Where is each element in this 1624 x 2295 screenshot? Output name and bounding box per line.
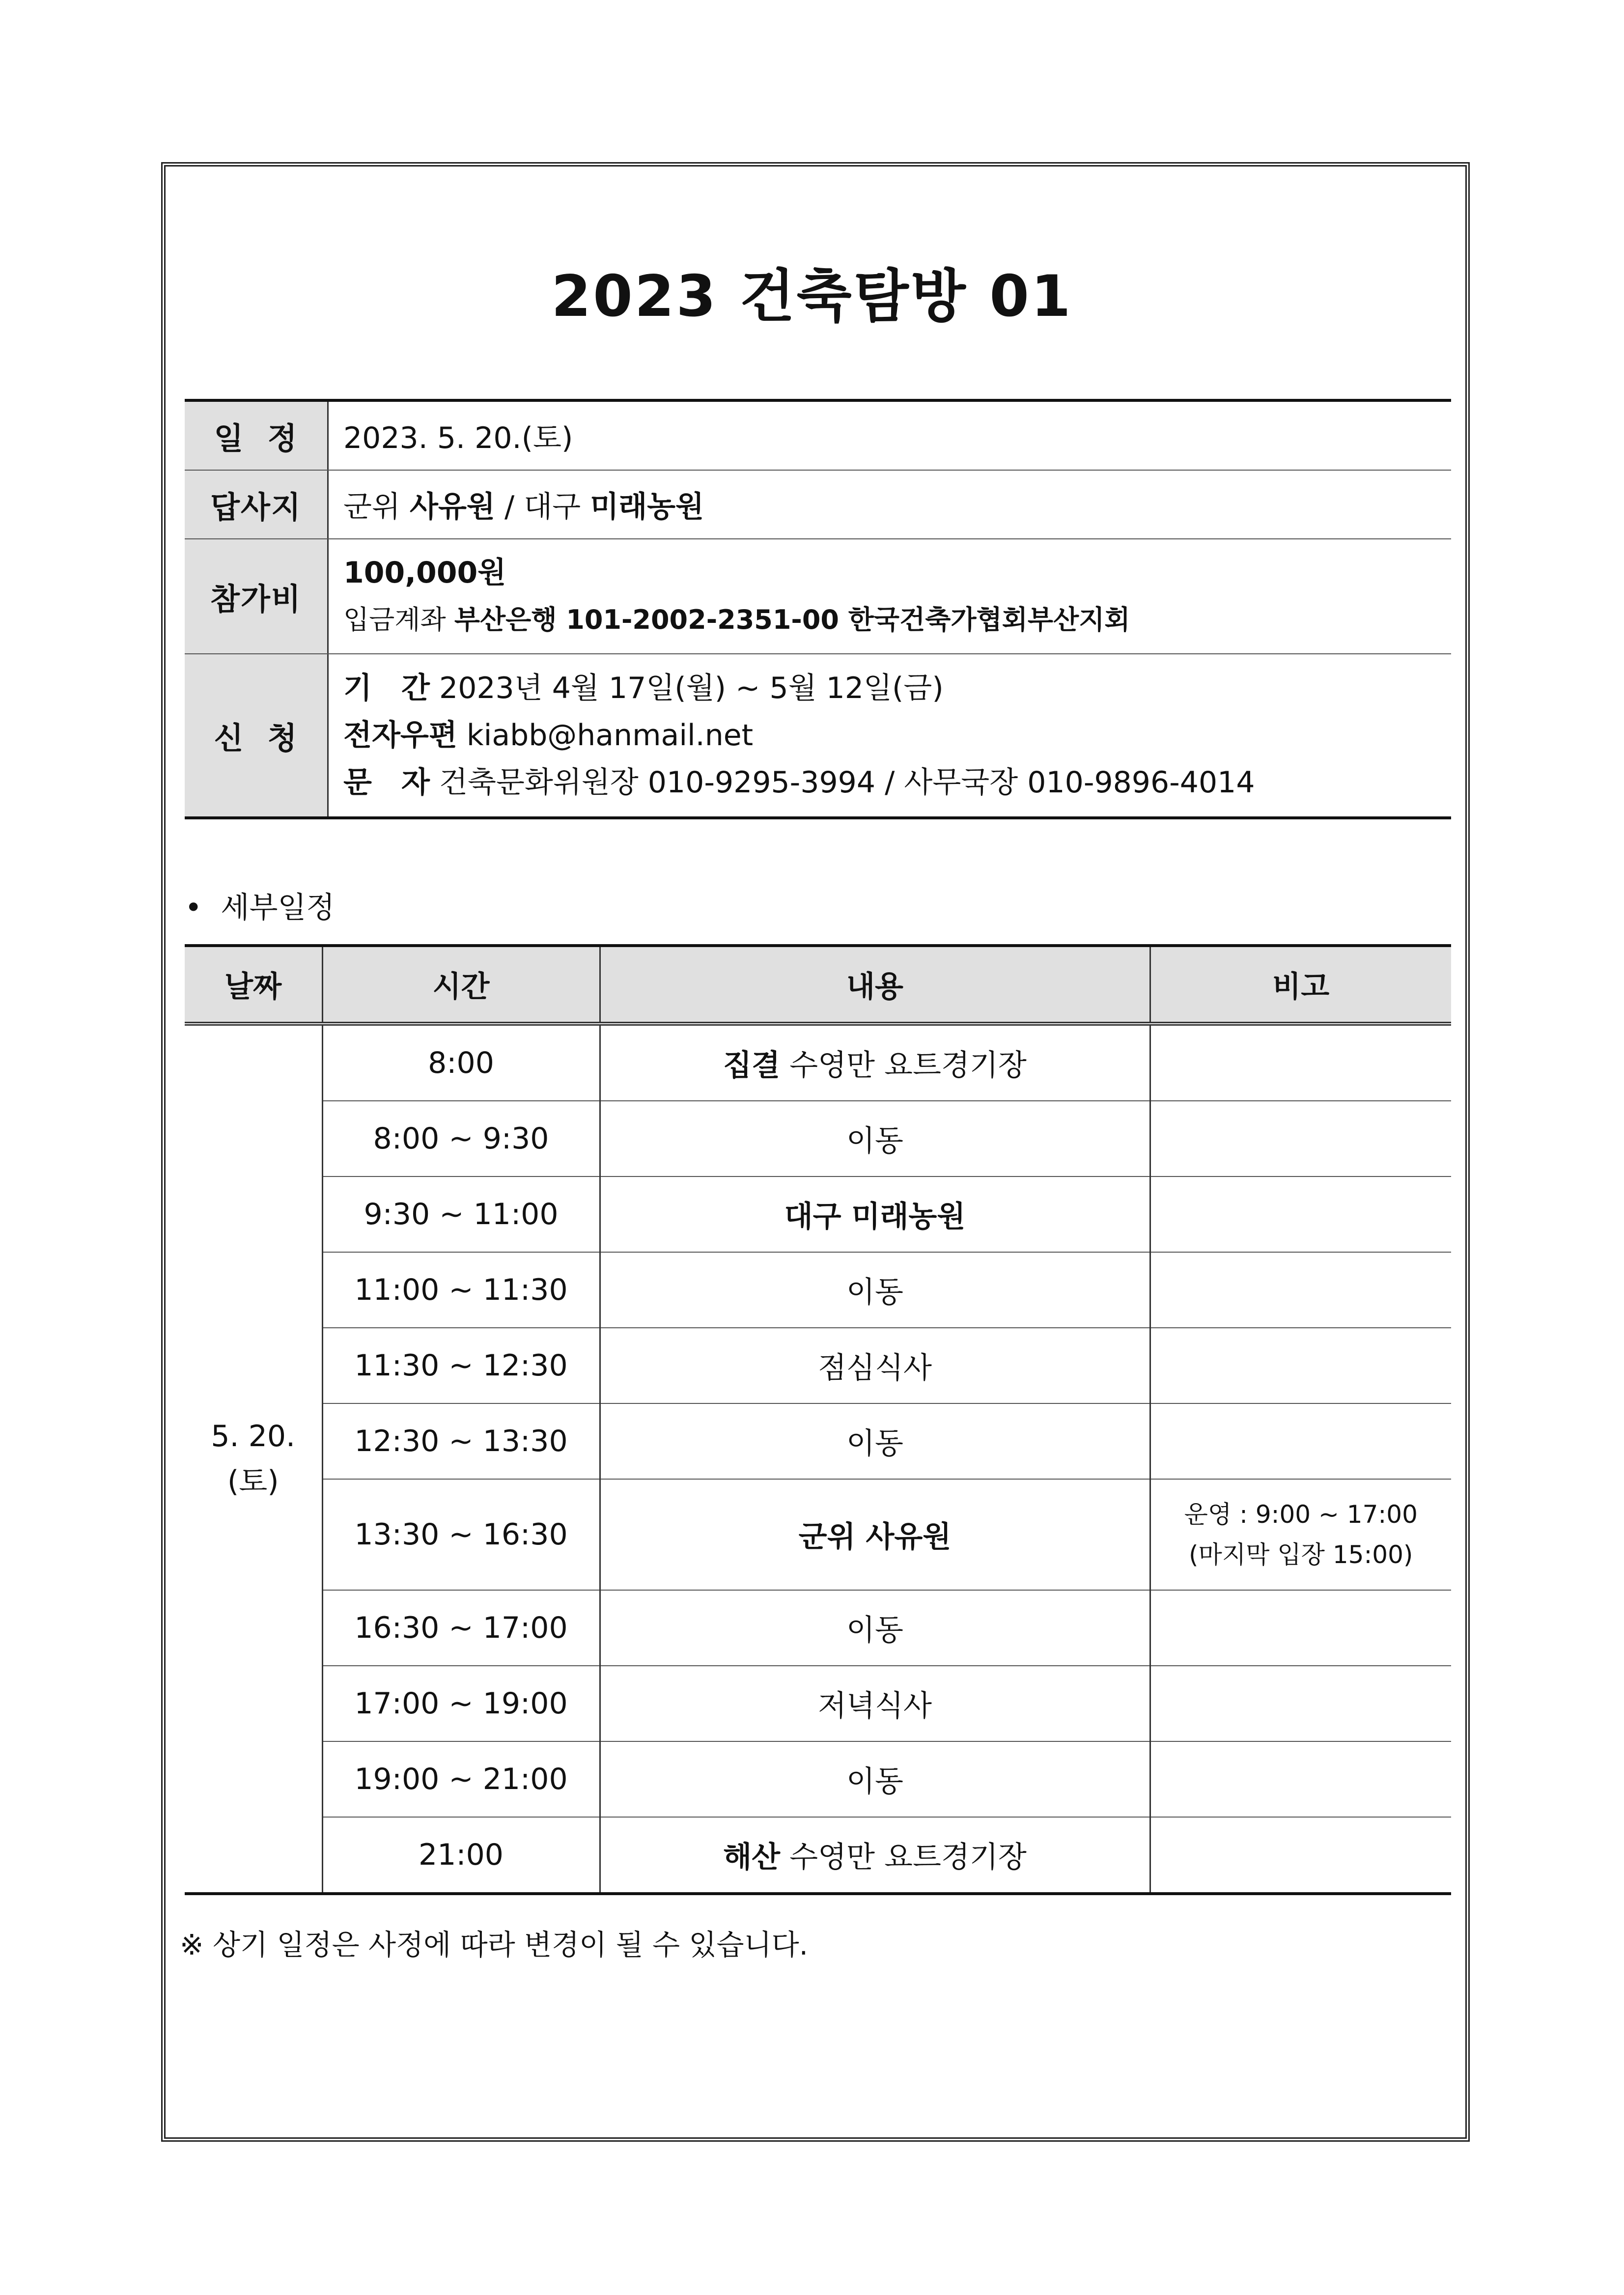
time-cell: 11:00 ~ 11:30 bbox=[322, 1252, 600, 1328]
table-row bbox=[185, 1741, 1451, 1817]
table-row bbox=[185, 1176, 1451, 1252]
content-text: 점심식사 bbox=[818, 1351, 932, 1385]
header-note: 비고 bbox=[1150, 946, 1451, 1024]
content-cell bbox=[600, 1666, 1150, 1741]
section-title: 세부일정 bbox=[221, 891, 335, 925]
note-cell bbox=[1150, 1590, 1451, 1666]
content-bold: 대구 미래농원 bbox=[784, 1200, 966, 1234]
time-cell: 13:30 ~ 16:30 bbox=[322, 1479, 600, 1590]
schedule-label: 일 정 bbox=[185, 402, 329, 470]
note-cell bbox=[1150, 1101, 1451, 1176]
content-text: 이동 bbox=[846, 1275, 903, 1310]
content-text: 저녁식사 bbox=[818, 1689, 932, 1723]
table-row bbox=[185, 1101, 1451, 1176]
date-cell bbox=[185, 1024, 322, 1894]
fee-amount: 100,000원 bbox=[343, 556, 506, 590]
content-text: 수영만 요트경기장 bbox=[789, 1048, 1027, 1083]
time-cell: 16:30 ~ 17:00 bbox=[322, 1590, 600, 1666]
content-cell bbox=[600, 1479, 1150, 1590]
table-row bbox=[185, 1403, 1451, 1479]
time-cell: 11:30 ~ 12:30 bbox=[322, 1328, 600, 1403]
note-line-1: 운영 : 9:00 ~ 17:00 bbox=[1184, 1500, 1418, 1529]
content-cell bbox=[600, 1403, 1150, 1479]
fee-label: 참가비 bbox=[185, 539, 329, 653]
note-cell bbox=[1150, 1666, 1451, 1741]
table-row bbox=[185, 1328, 1451, 1403]
info-table bbox=[185, 399, 1451, 819]
time-cell: 12:30 ~ 13:30 bbox=[322, 1403, 600, 1479]
content-cell bbox=[600, 1024, 1150, 1101]
site-label: 답사지 bbox=[185, 471, 329, 538]
info-row-site bbox=[185, 471, 1451, 539]
apply-value bbox=[329, 654, 1451, 816]
period-label-1: 기 bbox=[343, 671, 372, 705]
info-row-apply bbox=[185, 654, 1451, 816]
table-row bbox=[185, 1666, 1451, 1741]
schedule-value: 2023. 5. 20.(토) bbox=[343, 421, 573, 455]
content-text: 이동 bbox=[846, 1427, 903, 1461]
period-label-2: 간 bbox=[401, 671, 430, 705]
content-bold: 집결 bbox=[723, 1048, 781, 1083]
site-b-name: 미래농원 bbox=[590, 490, 704, 524]
table-row bbox=[185, 1479, 1451, 1590]
time-cell: 8:00 ~ 9:30 bbox=[322, 1101, 600, 1176]
time-cell: 17:00 ~ 19:00 bbox=[322, 1666, 600, 1741]
time-cell: 9:30 ~ 11:00 bbox=[322, 1176, 600, 1252]
apply-label: 신 청 bbox=[185, 654, 329, 816]
page-title: 2023 건축탐방 01 bbox=[551, 263, 1073, 330]
content-cell bbox=[600, 1101, 1150, 1176]
contact-label-1: 문 bbox=[343, 765, 372, 800]
site-a-prefix: 군위 bbox=[343, 490, 400, 524]
note-cell bbox=[1150, 1024, 1451, 1101]
note-cell bbox=[1150, 1741, 1451, 1817]
site-b-prefix: 대구 bbox=[524, 490, 581, 524]
date-line-2: (토) bbox=[227, 1464, 279, 1499]
info-row-schedule bbox=[185, 402, 1451, 471]
note-cell bbox=[1150, 1817, 1451, 1894]
header-time: 시간 bbox=[322, 946, 600, 1024]
content-text: 수영만 요트경기장 bbox=[789, 1840, 1027, 1875]
content-cell bbox=[600, 1817, 1150, 1894]
section-heading bbox=[185, 884, 335, 926]
note-cell bbox=[1150, 1176, 1451, 1252]
content-text: 이동 bbox=[846, 1613, 903, 1648]
table-row bbox=[185, 1024, 1451, 1101]
account-value: 부산은행 101-2002-2351-00 한국건축가협회부산지회 bbox=[454, 604, 1130, 635]
contact-value: 건축문화위원장 010-9295-3994 / 사무국장 010-9896-4014 bbox=[439, 765, 1255, 800]
content-text: 이동 bbox=[846, 1124, 903, 1158]
schedule-table bbox=[185, 944, 1451, 1895]
site-value bbox=[329, 471, 1451, 538]
content-cell bbox=[600, 1252, 1150, 1328]
table-row bbox=[185, 1252, 1451, 1328]
note-cell bbox=[1150, 1479, 1451, 1590]
time-cell: 21:00 bbox=[322, 1817, 600, 1894]
email-value[interactable]: kiabb@hanmail.net bbox=[466, 718, 754, 753]
site-separator: / bbox=[504, 490, 515, 524]
note-cell bbox=[1150, 1403, 1451, 1479]
schedule-header-row bbox=[185, 946, 1451, 1024]
header-content: 내용 bbox=[600, 946, 1150, 1024]
content-cell bbox=[600, 1741, 1150, 1817]
table-row bbox=[185, 1590, 1451, 1666]
contact-label-2: 자 bbox=[401, 765, 430, 800]
email-label: 전자우편 bbox=[343, 718, 457, 753]
time-cell: 19:00 ~ 21:00 bbox=[322, 1741, 600, 1817]
header-date: 날짜 bbox=[185, 946, 322, 1024]
note-line-2: (마지막 입장 15:00) bbox=[1189, 1540, 1413, 1569]
fee-value bbox=[329, 539, 1451, 653]
table-row bbox=[185, 1817, 1451, 1894]
content-cell bbox=[600, 1176, 1150, 1252]
footnote: ※ 상기 일정은 사정에 따라 변경이 될 수 있습니다. bbox=[180, 1928, 809, 1961]
bullet-icon: • bbox=[185, 891, 202, 925]
content-bold: 군위 사유원 bbox=[798, 1520, 952, 1554]
site-a-name: 사유원 bbox=[410, 490, 495, 524]
note-cell bbox=[1150, 1328, 1451, 1403]
period-value: 2023년 4월 17일(월) ~ 5월 12일(금) bbox=[439, 671, 944, 705]
time-cell: 8:00 bbox=[322, 1024, 600, 1101]
content-cell bbox=[600, 1328, 1150, 1403]
content-text: 이동 bbox=[846, 1764, 903, 1799]
content-bold: 해산 bbox=[723, 1840, 781, 1875]
account-label: 입금계좌 bbox=[343, 604, 446, 635]
content-cell bbox=[600, 1590, 1150, 1666]
date-line-1: 5. 20. bbox=[211, 1419, 296, 1454]
info-row-fee bbox=[185, 539, 1451, 654]
note-cell bbox=[1150, 1252, 1451, 1328]
